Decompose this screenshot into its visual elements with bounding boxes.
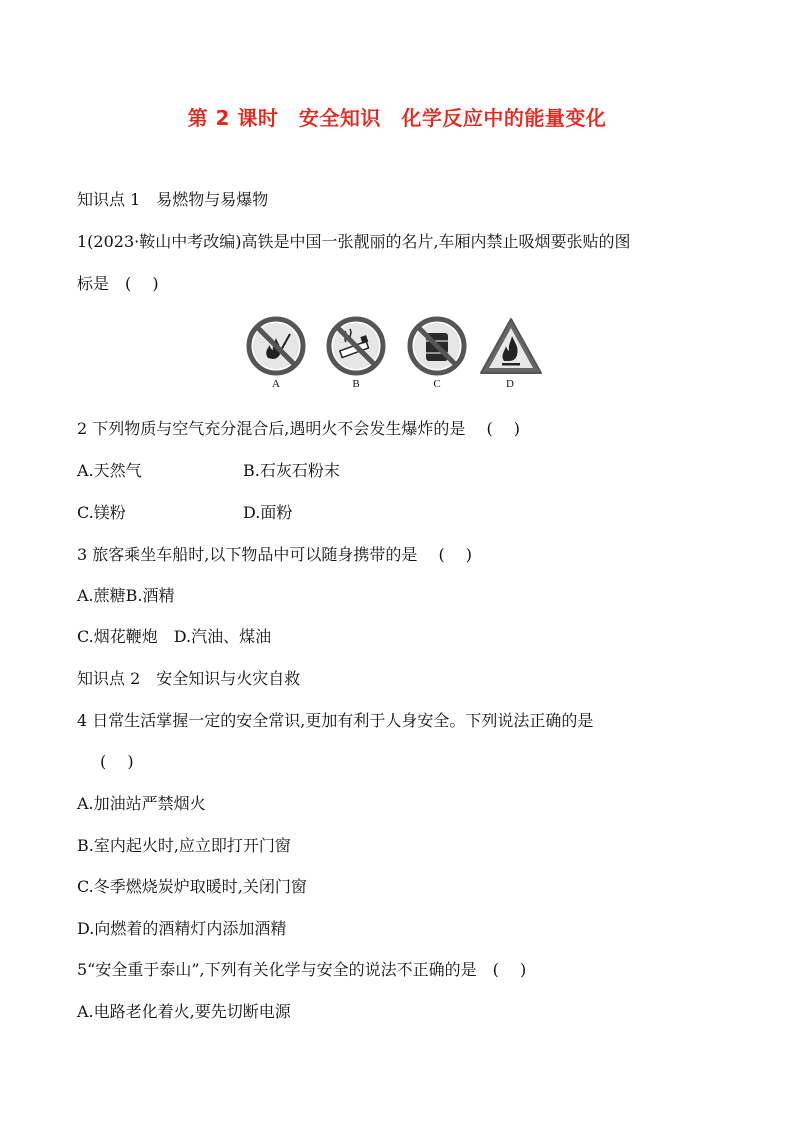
question-4-stem-line1: 4 日常生活掌握一定的安全常识,更加有利于人身安全。下列说法正确的是	[77, 711, 594, 730]
no-fuel-barrel-icon	[407, 316, 467, 376]
option-c-label: C	[433, 378, 441, 390]
question-1-stem-line2: 标是 ( )	[77, 274, 159, 293]
question-2-option-a: A.天然气	[77, 461, 142, 480]
question-2-option-b: B.石灰石粉末	[243, 461, 340, 480]
page-title: 第 2 课时 安全知识 化学反应中的能量变化	[187, 106, 607, 130]
option-d-figure	[478, 316, 542, 390]
question-4-option-b: B.室内起火时,应立即打开门窗	[77, 836, 291, 855]
flammable-warning-icon	[478, 316, 544, 376]
question-1-stem-line1: 1(2023·鞍山中考改编)高铁是中国一张靓丽的名片,车厢内禁止吸烟要张贴的图	[77, 232, 631, 251]
option-b-figure	[324, 316, 388, 390]
question-2-option-c: C.镁粉	[77, 503, 126, 522]
option-a-figure	[244, 316, 308, 390]
question-3-options-cd: C.烟花鞭炮 D.汽油、煤油	[77, 627, 272, 646]
question-5-stem: 5“安全重于泰山”,下列有关化学与安全的说法不正确的是 ( )	[77, 960, 527, 979]
no-fire-icon	[246, 316, 306, 376]
question-2-option-d: D.面粉	[243, 503, 293, 522]
question-3-stem: 3 旅客乘坐车船时,以下物品中可以随身携带的是 ( )	[77, 545, 473, 564]
question-2-stem: 2 下列物质与空气充分混合后,遇明火不会发生爆炸的是 ( )	[77, 419, 521, 438]
question-4-option-a: A.加油站严禁烟火	[77, 794, 206, 813]
option-d-label: D	[506, 378, 514, 390]
section-heading-2: 知识点 2 安全知识与火灾自救	[77, 669, 301, 688]
question-3-options-ab: A.蔗糖B.酒精	[77, 586, 175, 605]
question-5-option-a: A.电路老化着火,要先切断电源	[77, 1002, 291, 1021]
question-4-option-d: D.向燃着的酒精灯内添加酒精	[77, 919, 287, 938]
option-c-figure	[405, 316, 469, 390]
no-smoking-icon	[326, 316, 386, 376]
option-a-label: A	[272, 378, 280, 390]
section-heading-1: 知识点 1 易燃物与易爆物	[77, 190, 269, 209]
question-4-answer-bracket: ( )	[100, 752, 134, 771]
option-b-label: B	[352, 378, 360, 390]
question-4-option-c: C.冬季燃烧炭炉取暖时,关闭门窗	[77, 877, 307, 896]
question-1-icon-options	[244, 316, 548, 396]
